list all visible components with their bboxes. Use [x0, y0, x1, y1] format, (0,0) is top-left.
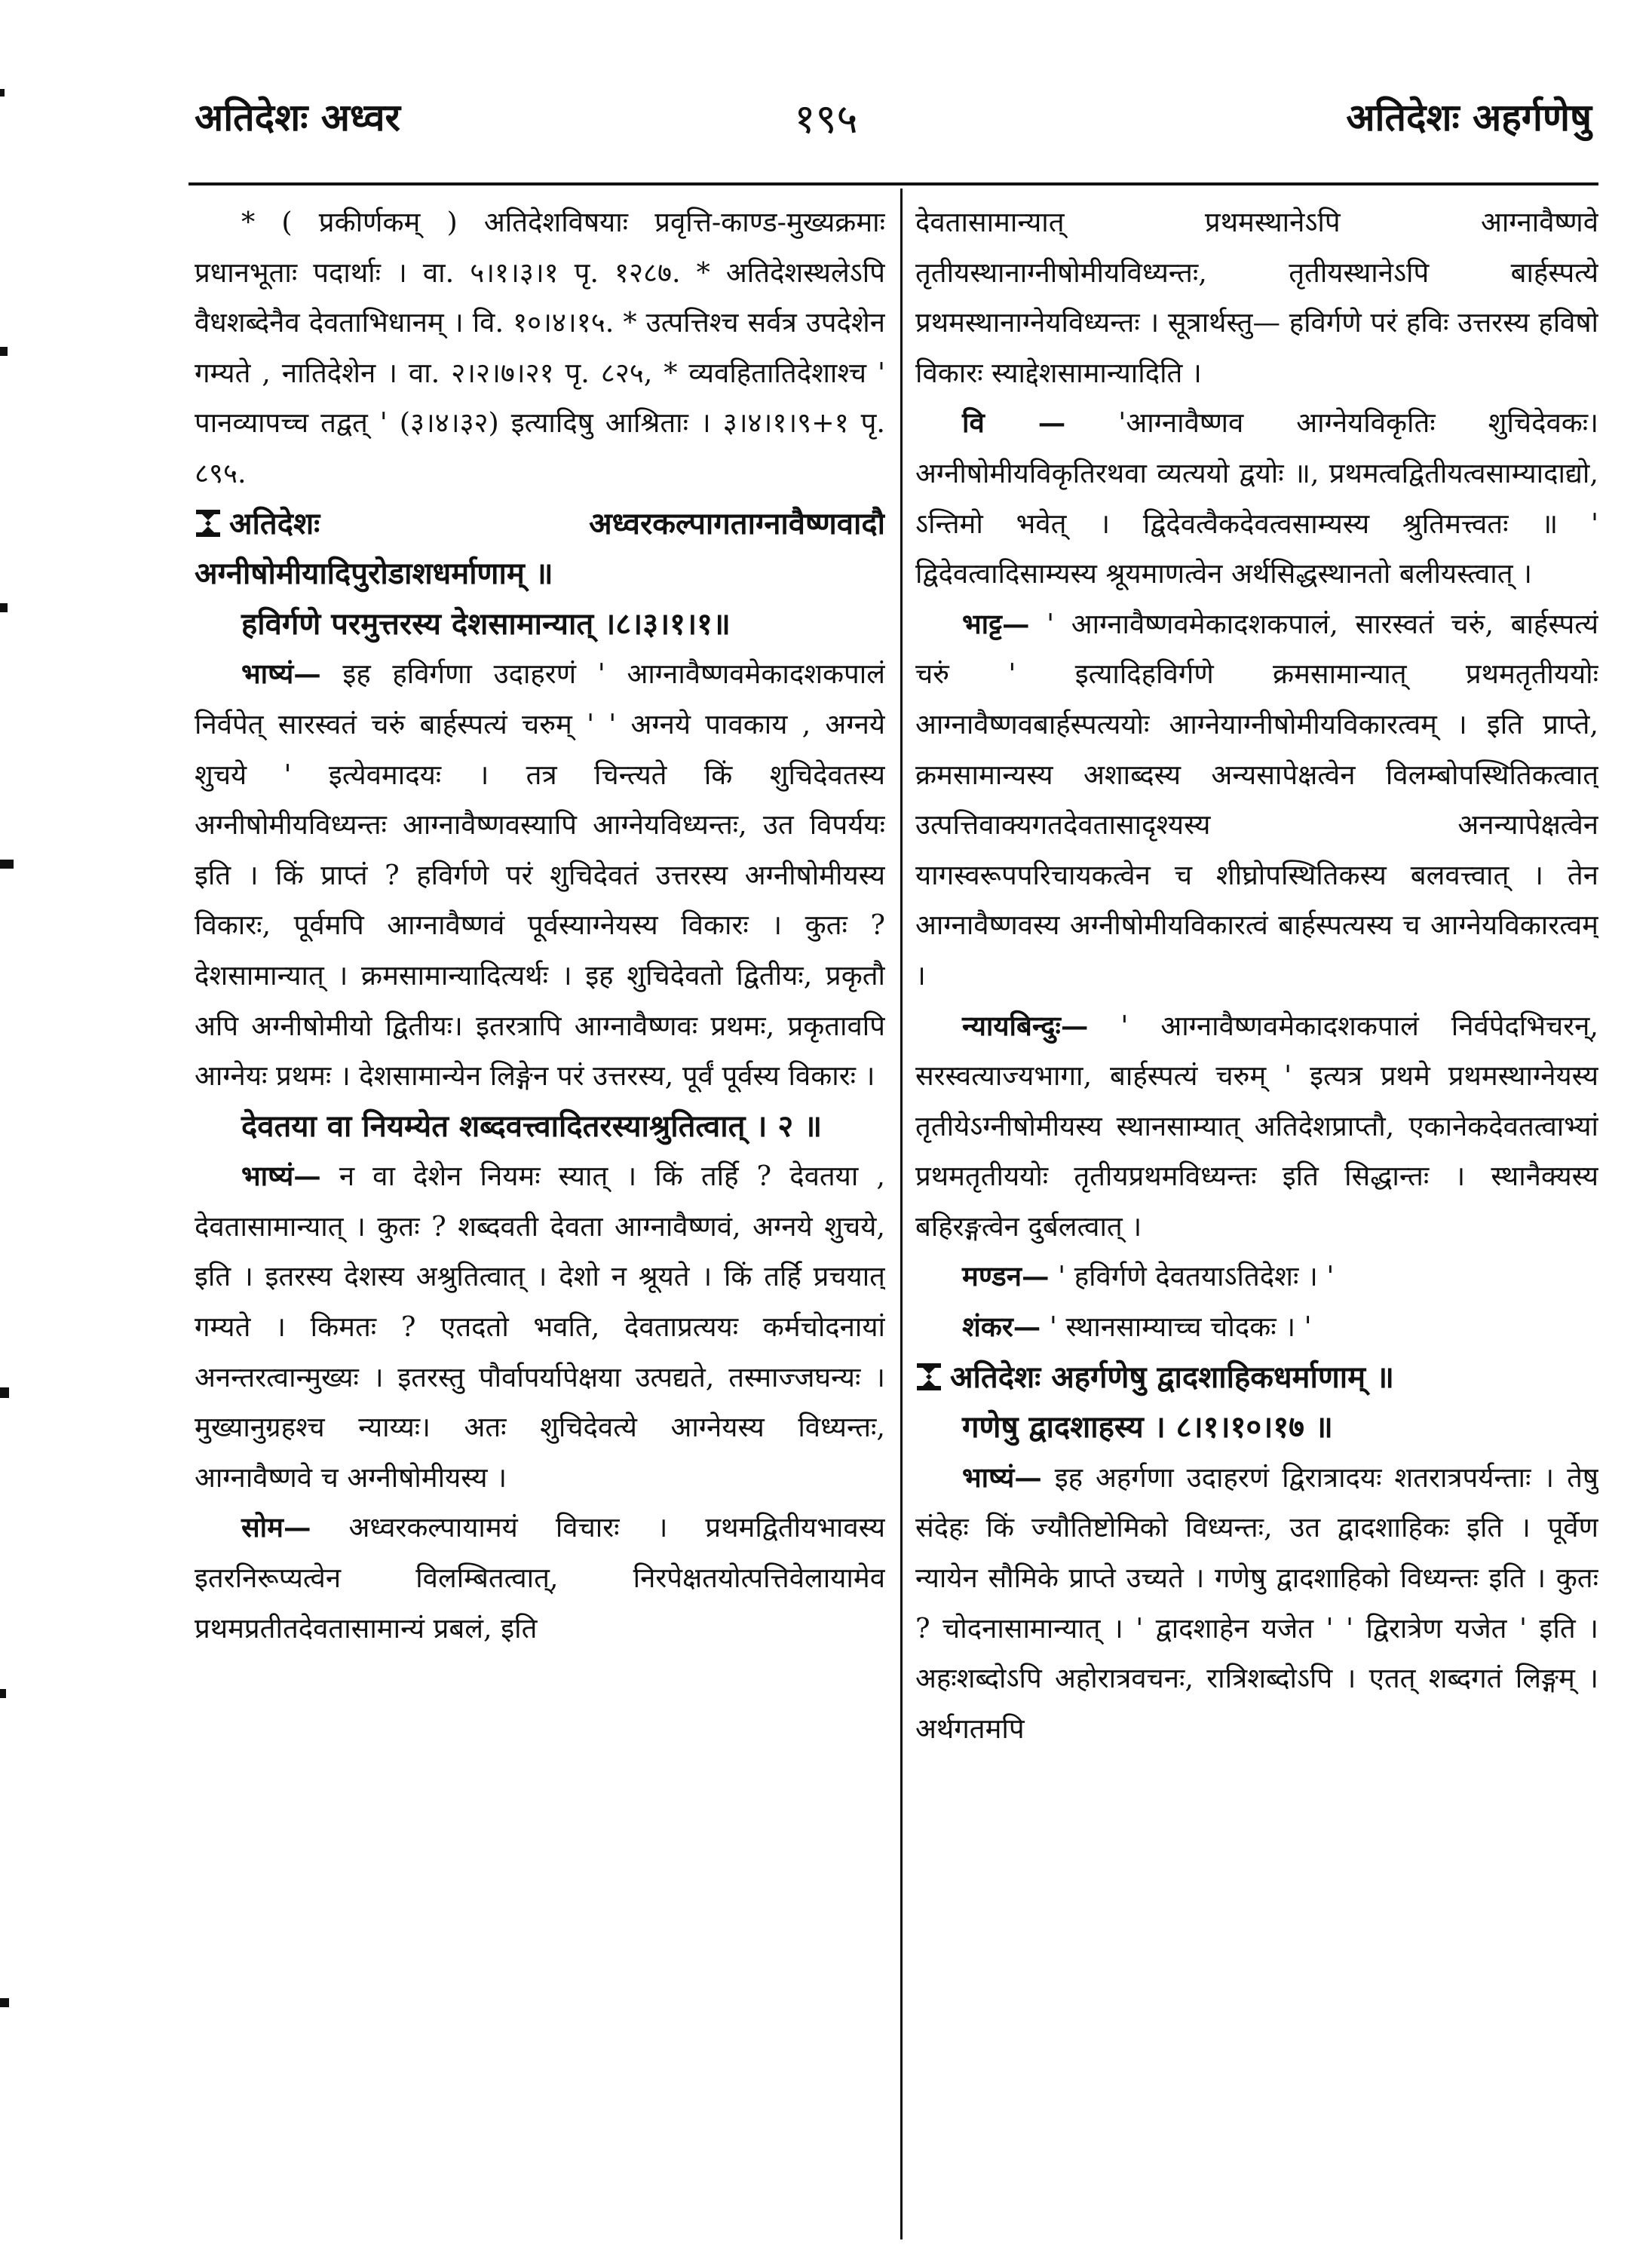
scan-edge-mark: [0, 1689, 6, 1698]
paragraph-lead: न्यायबिन्दुः—: [962, 1009, 1089, 1042]
commentary-paragraph: [915, 599, 1598, 1001]
paragraph-text: इह अहर्गणा उदाहरणं द्विरात्रादयः शतरात्रपर्यन्ताः । तेषु संदेहः किं ज्यौतिष्टोमिको विध्यन्तः, उत द्वादशाहिकः इति । पूर्वेण न्यायेन सौमिके प्राप्ते उच्यते । गणेषु द्वादशाहिको विध्यन्तः इति । कुतः ? चोदनासामान्यात् । ' द्वादशाहेन यजेत ' ' द्विरात्रेण यजेत ' इति । अहःशब्दोऽपि अहोरात्रवचनः, रात्रिशब्दोऽपि । एतत् शब्दगतं लिङ्गम् । अर्थगतमपि: [915, 1461, 1598, 1745]
sutra-line: [915, 1402, 1598, 1453]
commentary-paragraph: [915, 1453, 1598, 1755]
column-divider: [900, 189, 903, 2239]
section-mark-icon: [915, 1362, 942, 1392]
commentary-paragraph: [915, 1001, 1598, 1252]
scan-edge-mark: [0, 1998, 9, 2007]
scan-edge-mark: [0, 860, 14, 869]
paragraph-text: * ( प्रकीर्णकम् ) अतिदेशविषयाः प्रवृत्ति-काण्ड-मुख्यक्रमाः प्रधानभूताः पदार्थाः । वा. ५।१।३।१ पृ. १२८७. * अतिदेशस्थलेऽपि वैधशब्देनैव देवताभिधानम् । वि. १०।४।१५. * उत्पत्तिश्च सर्वत्र उपदेशेन गम्यते , नातिदेशेन । वा. २।२।७।२१ पृ. ८२५, * व्यवहितातिदेशाश्च ' पानव्यापच्च तद्वत् ' (३।४।३२) इत्यादिषु आश्रिताः । ३।४।१।९+१ पृ. ८९५.: [195, 206, 885, 489]
paragraph-text: न वा देशेन नियमः स्यात् । किं तर्हि ? देवतया , देवतासामान्यात् । कुतः ? शब्दवती देवता आग्नावैष्णवं, अग्नये शुचये, इति । इतरस्य देशस्य अश्रुतित्वात् । देशो न श्रूयते । किं तर्हि प्रचयात् गम्यते । किमतः ? एतदतो भवति, देवताप्रत्ययः कर्मचोदनायां अनन्तरत्वान्मुख्यः । इतरस्तु पौर्वापर्यापेक्षया उत्पद्यते, तस्माज्जघन्यः । मुख्यानुग्रहश्च न्याय्यः। अतः शुचिदेवत्ये आग्नेयस्य विध्यन्तः, आग्नावैष्णवे च अग्नीषोमीयस्य ।: [195, 1160, 885, 1494]
commentary-paragraph: [915, 398, 1598, 599]
paragraph-text: 'आग्नावैष्णव आग्नेयविकृतिः शुचिदेवकः। अग्नीषोमीयविकृतिरथवा व्यत्ययो द्वयोः ॥, प्रथमत्वद्वितीयत्वसाम्यादाद्यो, ऽन्तिमो भवेत् । द्विदेवत्वैकदेवत्वसाम्यस्य श्रुतिमत्त्वतः ॥ ' द्विदेवत्वादिसाम्यस्य श्रूयमाणत्वेन अर्थसिद्धस्थानतो बलीयस्त्वात् ।: [915, 406, 1598, 590]
commentary-paragraph: [915, 1302, 1598, 1353]
paragraph-text: अध्वरकल्पागताग्नावैष्णवादौ अग्नीषोमीयादिपुरोडाशधर्माणाम् ॥: [195, 505, 885, 592]
running-head-left: अतिदेशः अध्वर: [195, 95, 400, 139]
paragraph-lead: भाट्ट—: [962, 607, 1030, 640]
paragraph-lead: भाष्यं—: [962, 1461, 1042, 1494]
scan-edge-mark: [0, 89, 5, 97]
sutra-line: [195, 1102, 885, 1152]
section-heading: [915, 1353, 1598, 1403]
section-mark-icon: [195, 508, 222, 538]
paragraph-text: देवतया वा नियम्येत शब्दवत्त्वादितरस्याश्रुतित्वात् । २ ॥: [241, 1108, 823, 1144]
paragraph-lead: अतिदेशः: [229, 505, 320, 541]
paragraph-lead: वि —: [962, 406, 1066, 440]
paragraph-text: ' आग्नावैष्णवमेकादशकपालं, सारस्वतं चरुं, बार्हस्पत्यं चरुं ' इत्यादिहविर्गणे क्रमसामान्यात् प्रथमतृतीययोः आग्नावैष्णवबार्हस्पत्ययोः आग्नेयाग्नीषोमीयविकारत्वम् । इति प्राप्ते, क्रमसामान्यस्य अशाब्दस्य अन्यसापेक्षत्वेन विलम्बोपस्थितिकत्वात् उत्पत्तिवाक्यगतदेवतासादृश्यस्य अनन्यापेक्षत्वेन यागस्वरूपपरिचायकत्वेन च शीघ्रोपस्थितिकस्य बलवत्त्वात् । तेन आग्नावैष्णवस्य अग्नीषोमीयविकारत्वं बार्हस्पत्यस्य च आग्नेयविकारत्वम् ।: [915, 607, 1598, 992]
scan-edge-mark: [0, 603, 8, 612]
commentary-paragraph: [195, 649, 885, 1101]
paragraph-text: गणेषु द्वादशाहस्य । ८।१।१०।१७ ॥: [962, 1409, 1333, 1445]
paragraph-lead: भाष्यं—: [241, 1160, 321, 1193]
right-column: [915, 198, 1598, 2233]
paragraph-text: ' हविर्गणे देवतयाऽतिदेशः । ': [1058, 1260, 1335, 1293]
commentary-paragraph: [195, 1151, 885, 1503]
paragraph-lead: भाष्यं—: [241, 658, 321, 691]
paragraph-text: देवतासामान्यात् प्रथमस्थानेऽपि आग्नावैष्णवे तृतीयस्थानाग्नीषोमीयविध्यन्तः, तृतीयस्थानेऽपि बार्हस्पत्ये प्रथमस्थानाग्नेयविध्यन्तः । सूत्रार्थस्तु— हविर्गणे परं हविः उत्तरस्य हविषो विकारः स्याद्देशसामान्यादिति ।: [915, 206, 1598, 389]
paragraph-lead: अतिदेशः: [950, 1359, 1041, 1395]
page-number: १९५: [794, 95, 858, 143]
sutra-line: [195, 599, 885, 650]
paragraph-text: हविर्गणे परमुत्तरस्य देशसामान्यात् ।८।३।१।१॥: [241, 605, 731, 642]
paragraph-lead: सोम—: [241, 1511, 311, 1544]
paragraph-text: ' आग्नावैष्णवमेकादशकपालं निर्वपेदभिचरन्, सरस्वत्याज्यभागा, बार्हस्पत्यं चरुम् ' इत्यत्र प्रथमे प्रथमस्थाग्नेयस्य तृतीयेऽग्नीषोमीयस्य स्थानसाम्यात् अतिदेशप्राप्तौ, एकानेकदेवतत्वाभ्यां प्रथमतृतीययोः तृतीयप्रथमविध्यन्तः इति सिद्धान्तः । स्थानैक्यस्य बहिरङ्गत्वेन दुर्बलत्वात् ।: [915, 1009, 1598, 1243]
paragraph-lead: मण्डन—: [962, 1260, 1050, 1293]
commentary-paragraph: [195, 198, 885, 499]
commentary-paragraph: [915, 198, 1598, 398]
paragraph-text: अध्वरकल्पायामयं विचारः । प्रथमद्वितीयभावस्य इतरनिरूप्यत्वेन विलम्बितत्वात्, निरपेक्षतयोत्पत्तिवेलायामेव प्रथमप्रतीतदेवतासामान्यं प्रबलं, इति: [195, 1511, 885, 1645]
section-heading: [195, 499, 885, 599]
running-head-right: अतिदेशः अहर्गणेषु: [1346, 95, 1592, 139]
scan-edge-mark: [0, 347, 8, 356]
scan-edge-mark: [0, 1387, 9, 1398]
paragraph-text: इह हविर्गणा उदाहरणं ' आग्नावैष्णवमेकादशकपालं निर्वपेत् सारस्वतं चरुं बार्हस्पत्यं चरुम् ' ' अग्नये पावकाय , अग्नये शुचये ' इत्येवमादयः । तत्र चिन्त्यते किं शुचिदेवतस्य अग्नीषोमीयविध्यन्तः आग्नावैष्णवस्यापि आग्नेयविध्यन्तः, उत विपर्ययः इति । किं प्राप्तं ? हविर्गणे परं शुचिदेवतं उत्तरस्य अग्नीषोमीयस्य विकारः, पूर्वमपि आग्नावैष्णवं पूर्वस्याग्नेयस्य विकारः । कुतः ? देशसामान्यात् । क्रमसामान्यादित्यर्थः । इह शुचिदेवतो द्वितीयः, प्रकृतौ अपि अग्नीषोमीयो द्वितीयः। इतरत्रापि आग्नावैष्णवः प्रथमः, प्रकृतावपि आग्नेयः प्रथमः । देशसामान्येन लिङ्गेन परं उत्तरस्य, पूर्वं पूर्वस्य विकारः ।: [195, 658, 885, 1093]
paragraph-text: ' स्थानसाम्याच्च चोदकः । ': [1049, 1310, 1312, 1344]
commentary-paragraph: [915, 1252, 1598, 1302]
commentary-paragraph: [195, 1503, 885, 1654]
left-column: [195, 198, 885, 2233]
paragraph-lead: शंकर—: [962, 1310, 1041, 1344]
header-rule: [188, 182, 1598, 185]
paragraph-text: अहर्गणेषु द्वादशाहिकधर्माणाम् ॥: [1051, 1359, 1394, 1395]
